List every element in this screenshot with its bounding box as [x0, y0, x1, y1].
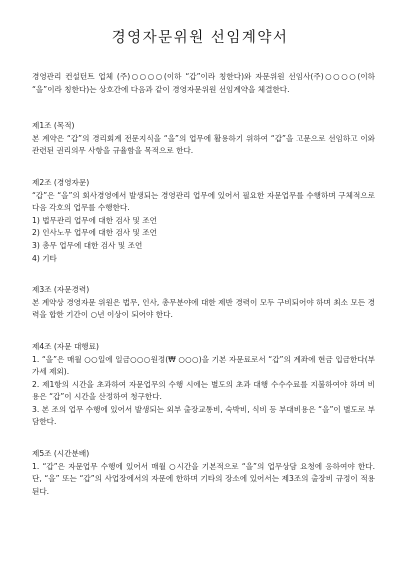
article-list-item: 4) 기타	[32, 253, 57, 263]
article-3	[32, 284, 375, 322]
article-title: 제3조 (자문경력)	[32, 285, 90, 295]
document-title: 경영자문위원 선임계약서	[111, 30, 289, 46]
article-1	[32, 120, 375, 158]
article-title: 제1조 (목적)	[32, 121, 75, 131]
article-list-item: 3) 총무 업무에 대한 검사 및 조언	[32, 240, 143, 250]
article-paragraph: 3. 본 조의 업무 수행에 있어서 발생되는 외부 출장교통비, 숙박비, 식비 등 부대비용은 “을”이 별도로 부담한다.	[32, 404, 375, 427]
article-title: 제2조 (경영자문)	[32, 177, 90, 187]
article-paragraph: 2. 제1항의 시간을 초과하여 자문업무의 수행 시에는 별도의 초과 대행 수수수료를 지불하여야 하며 비용은 “갑”이 시간을 산정하여 청구한다.	[32, 379, 375, 402]
article-2	[32, 177, 375, 265]
article-5	[32, 448, 375, 498]
article-paragraph: 본 계약은 “갑”의 경리회계 전문지식을 “을”의 업무에 활용하기 위하여 “갑”을 고문으로 선임하고 이와 관련된 권리의무 사항을 규율함을 목적으로 한다.	[32, 133, 375, 156]
article-4	[32, 341, 375, 429]
article-list-item: 2) 인사노무 업무에 대한 검사 및 조언	[32, 228, 157, 238]
intro-paragraph: 경영관리 컨설턴트 업체 (주)○○○○(이하 “갑”이라 칭한다)와 자문위원 선임사(주)○○○○(이하 “을”이라 칭한다)는 상호간에 다음과 같이 경영자문위원 선임계약을 체결한다.	[32, 72, 375, 94]
document-body	[32, 71, 375, 498]
article-paragraph: 1. “을”은 매월 ○○일에 일금○○○원정(₩ ○○○)을 기본 자문료로서 “갑”의 계좌에 현금 입금한다(부가세 제외).	[32, 354, 375, 377]
article-paragraph: 본 계약상 경영자문 위원은 법무, 인사, 총무분야에 대한 제반 경력이 모두 구비되어야 하며 최소 모든 경력을 합한 기간이 ○년 이상이 되어야 한다.	[32, 297, 375, 320]
article-title: 제5조 (시간분배)	[32, 449, 90, 459]
article-title: 제4조 (자문 대행료)	[32, 341, 99, 351]
article-paragraph: 1. “갑”은 자문업무 수행에 있어서 매월 ○시간을 기본적으로 “을”의 업무상담 요청에 응하여야 한다. 단, “을” 또는 “갑”의 사업장에서의 자문에 한하며 기타의 장소에 있어서는 제3조의 출장비 규정이 적용된다.	[32, 461, 375, 496]
article-list-item: 1) 법무관리 업무에 대한 검사 및 조언	[32, 215, 157, 225]
article-paragraph: “갑”은 “을”의 회사경영에서 발생되는 경영관리 업무에 있어서 필요한 자문업무를 수행하며 구체적으로 다음 각호의 업무를 수행한다.	[32, 190, 375, 213]
